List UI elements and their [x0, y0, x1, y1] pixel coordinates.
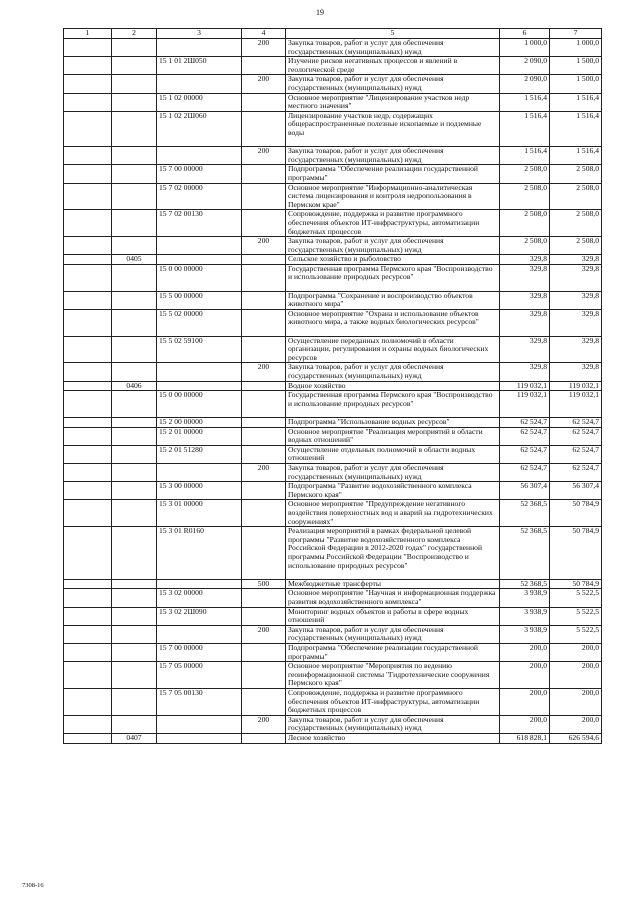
cell-c5: Закупка товаров, работ и услуг для обеспечения государственных (муниципальных) нужд — [286, 237, 500, 255]
table-row — [64, 715, 602, 733]
cell-c7: 5 522,5 — [550, 607, 602, 625]
cell-c5: Осуществление переданных полномочий в области организации, регулирования и охраны водных биологических ресурсов — [286, 336, 500, 363]
cell-c1 — [64, 625, 112, 643]
cell-c2 — [112, 482, 157, 500]
cell-c7: 200,0 — [550, 662, 602, 689]
cell-c7: 1 516,4 — [550, 111, 602, 146]
cell-c5: Лицензирование участков недр, содержащих общераспространенные полезные ископаемые и подземные воды — [286, 111, 500, 146]
cell-c1 — [64, 643, 112, 661]
cell-c5: Закупка товаров, работ и услуг для обеспечения государственных (муниципальных) нужд — [286, 715, 500, 733]
cell-c3: 15 2 01 00000 — [157, 427, 242, 445]
cell-c4 — [242, 93, 286, 111]
cell-c7: 50 784,9 — [550, 527, 602, 580]
table-row — [64, 336, 602, 363]
table-row — [64, 500, 602, 527]
cell-c7: 329,8 — [550, 264, 602, 291]
cell-c5: Закупка товаров, работ и услуг для обеспечения государственных (муниципальных) нужд — [286, 147, 500, 165]
cell-c2 — [112, 183, 157, 210]
cell-c2 — [112, 309, 157, 336]
cell-c3 — [157, 147, 242, 165]
cell-c3 — [157, 381, 242, 391]
cell-c6: 56 307,4 — [500, 482, 550, 500]
cell-c5: Подпрограмма "Использование водных ресурсов" — [286, 418, 500, 428]
cell-c1 — [64, 500, 112, 527]
cell-c1 — [64, 527, 112, 580]
cell-c2 — [112, 57, 157, 75]
cell-c2 — [112, 210, 157, 237]
cell-c7: 119 032,1 — [550, 391, 602, 418]
cell-c4 — [242, 418, 286, 428]
cell-c3: 15 5 00 00000 — [157, 291, 242, 309]
table-row — [64, 255, 602, 265]
cell-c2 — [112, 643, 157, 661]
cell-c4: 200 — [242, 363, 286, 381]
cell-c1 — [64, 445, 112, 463]
cell-c2 — [112, 527, 157, 580]
table-row — [64, 309, 602, 336]
cell-c4: 200 — [242, 147, 286, 165]
cell-c6: 329,8 — [500, 255, 550, 265]
cell-c1 — [64, 688, 112, 715]
cell-c5: Основное мероприятие "Научная и информационная поддержка развития водохозяйственного комплекса" — [286, 589, 500, 607]
table-row — [64, 264, 602, 291]
table-row — [64, 418, 602, 428]
cell-c7: 2 508,0 — [550, 210, 602, 237]
cell-c1 — [64, 418, 112, 428]
cell-c3 — [157, 75, 242, 93]
header-col-1: 1 — [64, 29, 112, 39]
cell-c4 — [242, 183, 286, 210]
cell-c5: Закупка товаров, работ и услуг для обеспечения государственных (муниципальных) нужд — [286, 625, 500, 643]
cell-c2 — [112, 93, 157, 111]
header-col-3: 3 — [157, 29, 242, 39]
cell-c7: 1 000,0 — [550, 39, 602, 57]
cell-c6: 200,0 — [500, 715, 550, 733]
table-row — [64, 147, 602, 165]
cell-c3: 15 7 02 00130 — [157, 210, 242, 237]
cell-c7: 329,8 — [550, 336, 602, 363]
cell-c2 — [112, 363, 157, 381]
cell-c1 — [64, 75, 112, 93]
cell-c6: 119 032,1 — [500, 381, 550, 391]
cell-c3: 15 7 00 00000 — [157, 165, 242, 183]
cell-c2 — [112, 607, 157, 625]
cell-c5: Государственная программа Пермского края "Воспроизводство и использование природных ресурсов" — [286, 391, 500, 418]
cell-c6: 3 938,9 — [500, 607, 550, 625]
cell-c2 — [112, 75, 157, 93]
cell-c2: 0405 — [112, 255, 157, 265]
cell-c3: 15 7 00 00000 — [157, 643, 242, 661]
cell-c7: 56 307,4 — [550, 482, 602, 500]
cell-c7: 5 522,5 — [550, 589, 602, 607]
table-row — [64, 39, 602, 57]
cell-c4 — [242, 210, 286, 237]
cell-c5: Закупка товаров, работ и услуг для обеспечения государственных (муниципальных) нужд — [286, 464, 500, 482]
table-row — [64, 445, 602, 463]
cell-c3: 15 1 02 00000 — [157, 93, 242, 111]
cell-c7: 62 524,7 — [550, 427, 602, 445]
cell-c2 — [112, 39, 157, 57]
cell-c4 — [242, 662, 286, 689]
cell-c2 — [112, 391, 157, 418]
table-row — [64, 183, 602, 210]
cell-c3: 15 5 02 00000 — [157, 309, 242, 336]
cell-c3: 15 3 01 R0160 — [157, 527, 242, 580]
cell-c7: 62 524,7 — [550, 418, 602, 428]
cell-c6: 200,0 — [500, 662, 550, 689]
cell-c2 — [112, 500, 157, 527]
cell-c4 — [242, 255, 286, 265]
cell-c1 — [64, 210, 112, 237]
cell-c7: 1 500,0 — [550, 57, 602, 75]
cell-c6: 329,8 — [500, 291, 550, 309]
cell-c5: Основное мероприятие "Мероприятия по ведению геоинформационной системы "Гидротехнические сооружения Пермского края" — [286, 662, 500, 689]
cell-c4: 200 — [242, 237, 286, 255]
cell-c7: 200,0 — [550, 688, 602, 715]
cell-c1 — [64, 183, 112, 210]
cell-c2 — [112, 445, 157, 463]
cell-c2 — [112, 111, 157, 146]
table-row — [64, 57, 602, 75]
cell-c1 — [64, 662, 112, 689]
cell-c1 — [64, 589, 112, 607]
cell-c7: 200,0 — [550, 715, 602, 733]
cell-c6: 618 828,1 — [500, 733, 550, 743]
table-row — [64, 527, 602, 580]
cell-c7: 2 508,0 — [550, 165, 602, 183]
cell-c5: Подпрограмма "Сохранение и воспроизводство объектов животного мира" — [286, 291, 500, 309]
cell-c2: 0407 — [112, 733, 157, 743]
table-row — [64, 688, 602, 715]
header-row — [64, 29, 602, 39]
table-row — [64, 75, 602, 93]
cell-c1 — [64, 147, 112, 165]
cell-c5: Подпрограмма "Развитие водохозяйственного комплекса Пермского края" — [286, 482, 500, 500]
table-row — [64, 427, 602, 445]
cell-c1 — [64, 291, 112, 309]
cell-c6: 1 516,4 — [500, 111, 550, 146]
cell-c1 — [64, 237, 112, 255]
cell-c4 — [242, 643, 286, 661]
cell-c6: 329,8 — [500, 336, 550, 363]
cell-c1 — [64, 482, 112, 500]
cell-c2 — [112, 688, 157, 715]
budget-table — [63, 28, 602, 744]
cell-c6: 62 524,7 — [500, 445, 550, 463]
header-col-2: 2 — [112, 29, 157, 39]
cell-c1 — [64, 427, 112, 445]
cell-c5: Основное мероприятие "Охрана и использование объектов животного мира, а также водных биологических ресурсов" — [286, 309, 500, 336]
cell-c4 — [242, 57, 286, 75]
cell-c3: 15 0 00 00000 — [157, 391, 242, 418]
cell-c4 — [242, 381, 286, 391]
cell-c5: Межбюджетные трансферты — [286, 579, 500, 589]
cell-c5: Изучение рисков негативных процессов и явлений в геологической среде — [286, 57, 500, 75]
table-row — [64, 625, 602, 643]
header-col-7: 7 — [550, 29, 602, 39]
cell-c6: 119 032,1 — [500, 391, 550, 418]
cell-c3: 15 2 01 51280 — [157, 445, 242, 463]
cell-c5: Основное мероприятие "Предупреждение негативного воздействия поверхностных вод и аварий на гидротехнических сооружениях" — [286, 500, 500, 527]
cell-c1 — [64, 264, 112, 291]
cell-c7: 2 508,0 — [550, 237, 602, 255]
cell-c3: 15 7 05 00000 — [157, 662, 242, 689]
cell-c2 — [112, 589, 157, 607]
cell-c2 — [112, 427, 157, 445]
cell-c7: 62 524,7 — [550, 464, 602, 482]
cell-c5: Основное мероприятие "Реализация мероприятий в области водных отношений" — [286, 427, 500, 445]
cell-c6: 1 516,4 — [500, 147, 550, 165]
cell-c4: 200 — [242, 464, 286, 482]
cell-c1 — [64, 363, 112, 381]
cell-c7: 329,8 — [550, 291, 602, 309]
cell-c6: 329,8 — [500, 309, 550, 336]
cell-c7: 200,0 — [550, 643, 602, 661]
cell-c7: 50 784,9 — [550, 579, 602, 589]
cell-c5: Лесное хозяйство — [286, 733, 500, 743]
table-row — [64, 210, 602, 237]
cell-c5: Закупка товаров, работ и услуг для обеспечения государственных (муниципальных) нужд — [286, 39, 500, 57]
table-row — [64, 381, 602, 391]
cell-c3: 15 2 00 00000 — [157, 418, 242, 428]
cell-c6: 2 508,0 — [500, 210, 550, 237]
table-row — [64, 589, 602, 607]
table-row — [64, 464, 602, 482]
cell-c6: 62 524,7 — [500, 418, 550, 428]
page-number: 19 — [316, 8, 324, 17]
cell-c6: 2 090,0 — [500, 75, 550, 93]
cell-c4 — [242, 336, 286, 363]
cell-c7: 329,8 — [550, 363, 602, 381]
cell-c3 — [157, 237, 242, 255]
table-row — [64, 662, 602, 689]
cell-c5: Закупка товаров, работ и услуг для обеспечения государственных (муниципальных) нужд — [286, 363, 500, 381]
cell-c7: 119 032,1 — [550, 381, 602, 391]
cell-c3 — [157, 39, 242, 57]
cell-c7: 5 522,5 — [550, 625, 602, 643]
cell-c4 — [242, 589, 286, 607]
cell-c4 — [242, 482, 286, 500]
cell-c7: 329,8 — [550, 309, 602, 336]
cell-c5: Подпрограмма "Обеспечение реализации государственной программы" — [286, 643, 500, 661]
cell-c6: 2 508,0 — [500, 183, 550, 210]
table-row — [64, 165, 602, 183]
header-col-4: 4 — [242, 29, 286, 39]
cell-c1 — [64, 381, 112, 391]
cell-c7: 329,8 — [550, 255, 602, 265]
table-row — [64, 482, 602, 500]
cell-c4: 500 — [242, 579, 286, 589]
cell-c7: 2 508,0 — [550, 183, 602, 210]
cell-c5: Осуществление отдельных полномочий в области водных отношений — [286, 445, 500, 463]
table-row — [64, 237, 602, 255]
cell-c5: Основное мероприятие "Лицензирование участков недр местного значения" — [286, 93, 500, 111]
cell-c6: 62 524,7 — [500, 427, 550, 445]
cell-c6: 62 524,7 — [500, 464, 550, 482]
cell-c5: Сельское хозяйство и рыболовство — [286, 255, 500, 265]
cell-c3: 15 5 02 59100 — [157, 336, 242, 363]
cell-c5: Реализация мероприятий в рамках федеральной целевой программы "Развитие водохозяйственного комплекса Российской Федерации в 2012-2020 годах" государственной программы Российской Федерации "Воспроизводство и использование природных ресурсов" — [286, 527, 500, 580]
cell-c6: 3 938,9 — [500, 625, 550, 643]
cell-c1 — [64, 165, 112, 183]
cell-c1 — [64, 255, 112, 265]
table-row — [64, 643, 602, 661]
cell-c4 — [242, 733, 286, 743]
cell-c6: 1 516,4 — [500, 93, 550, 111]
cell-c3: 15 1 02 2Ш060 — [157, 111, 242, 146]
cell-c6: 329,8 — [500, 264, 550, 291]
cell-c1 — [64, 715, 112, 733]
cell-c7: 1 516,4 — [550, 147, 602, 165]
cell-c2 — [112, 147, 157, 165]
table-row — [64, 363, 602, 381]
cell-c2 — [112, 336, 157, 363]
cell-c2 — [112, 662, 157, 689]
cell-c6: 52 368,5 — [500, 579, 550, 589]
cell-c4 — [242, 500, 286, 527]
cell-c4 — [242, 111, 286, 146]
cell-c7: 1 500,0 — [550, 75, 602, 93]
cell-c3: 15 7 05 00130 — [157, 688, 242, 715]
table-row — [64, 579, 602, 589]
cell-c3: 15 3 01 00000 — [157, 500, 242, 527]
cell-c6: 2 508,0 — [500, 165, 550, 183]
cell-c4 — [242, 264, 286, 291]
cell-c3 — [157, 733, 242, 743]
cell-c3 — [157, 579, 242, 589]
table-row — [64, 291, 602, 309]
cell-c2: 0406 — [112, 381, 157, 391]
cell-c7: 626 594,6 — [550, 733, 602, 743]
cell-c2 — [112, 291, 157, 309]
cell-c2 — [112, 464, 157, 482]
cell-c3 — [157, 464, 242, 482]
cell-c6: 52 368,5 — [500, 500, 550, 527]
cell-c5: Основное мероприятие "Информационно-аналитическая система лицензирования и контроля недропользования в Пермском крае" — [286, 183, 500, 210]
cell-c2 — [112, 237, 157, 255]
cell-c3: 15 7 02 00000 — [157, 183, 242, 210]
cell-c4 — [242, 309, 286, 336]
cell-c5: Водное хозяйство — [286, 381, 500, 391]
cell-c4: 200 — [242, 625, 286, 643]
cell-c3 — [157, 715, 242, 733]
table-row — [64, 93, 602, 111]
cell-c2 — [112, 418, 157, 428]
cell-c3 — [157, 363, 242, 381]
cell-c1 — [64, 39, 112, 57]
cell-c1 — [64, 579, 112, 589]
cell-c1 — [64, 391, 112, 418]
cell-c1 — [64, 733, 112, 743]
cell-c4 — [242, 391, 286, 418]
cell-c1 — [64, 111, 112, 146]
cell-c3: 15 3 00 00000 — [157, 482, 242, 500]
cell-c6: 200,0 — [500, 643, 550, 661]
cell-c7: 1 516,4 — [550, 93, 602, 111]
cell-c5: Закупка товаров, работ и услуг для обеспечения государственных (муниципальных) нужд — [286, 75, 500, 93]
cell-c6: 200,0 — [500, 688, 550, 715]
footer-code: 7308-16 — [22, 882, 44, 889]
cell-c4 — [242, 527, 286, 580]
header-col-6: 6 — [500, 29, 550, 39]
header-col-5: 5 — [286, 29, 500, 39]
cell-c4 — [242, 445, 286, 463]
cell-c6: 3 938,9 — [500, 589, 550, 607]
cell-c3: 15 1 01 2Ш050 — [157, 57, 242, 75]
cell-c6: 329,8 — [500, 363, 550, 381]
cell-c3 — [157, 255, 242, 265]
cell-c3 — [157, 625, 242, 643]
cell-c7: 50 784,9 — [550, 500, 602, 527]
table-row — [64, 111, 602, 146]
cell-c6: 2 090,0 — [500, 57, 550, 75]
cell-c2 — [112, 715, 157, 733]
cell-c6: 1 000,0 — [500, 39, 550, 57]
cell-c7: 62 524,7 — [550, 445, 602, 463]
cell-c1 — [64, 464, 112, 482]
cell-c4: 200 — [242, 39, 286, 57]
cell-c5: Мониторинг водных объектов и работы в сфере водных отношений — [286, 607, 500, 625]
table-row — [64, 733, 602, 743]
cell-c5: Сопровождение, поддержка и развитие программного обеспечения объектов ИТ-инфраструктуры, автоматизации бюджетных процессов — [286, 210, 500, 237]
cell-c2 — [112, 264, 157, 291]
cell-c6: 52 368,5 — [500, 527, 550, 580]
cell-c4 — [242, 688, 286, 715]
cell-c5: Подпрограмма "Обеспечение реализации государственной программы" — [286, 165, 500, 183]
cell-c3: 15 3 02 2Ш090 — [157, 607, 242, 625]
cell-c4 — [242, 607, 286, 625]
cell-c1 — [64, 57, 112, 75]
cell-c4 — [242, 165, 286, 183]
cell-c1 — [64, 93, 112, 111]
table-row — [64, 607, 602, 625]
cell-c5: Государственная программа Пермского края "Воспроизводство и использование природных ресурсов" — [286, 264, 500, 291]
cell-c1 — [64, 607, 112, 625]
cell-c4 — [242, 291, 286, 309]
cell-c5: Сопровождение, поддержка и развитие программного обеспечения объектов ИТ-инфраструктуры, автоматизации бюджетных процессов — [286, 688, 500, 715]
cell-c3: 15 0 00 00000 — [157, 264, 242, 291]
cell-c3: 15 3 02 00000 — [157, 589, 242, 607]
cell-c1 — [64, 309, 112, 336]
cell-c6: 2 508,0 — [500, 237, 550, 255]
cell-c1 — [64, 336, 112, 363]
cell-c4 — [242, 427, 286, 445]
cell-c2 — [112, 579, 157, 589]
cell-c4: 200 — [242, 715, 286, 733]
cell-c4: 200 — [242, 75, 286, 93]
cell-c2 — [112, 165, 157, 183]
table-row — [64, 391, 602, 418]
cell-c2 — [112, 625, 157, 643]
